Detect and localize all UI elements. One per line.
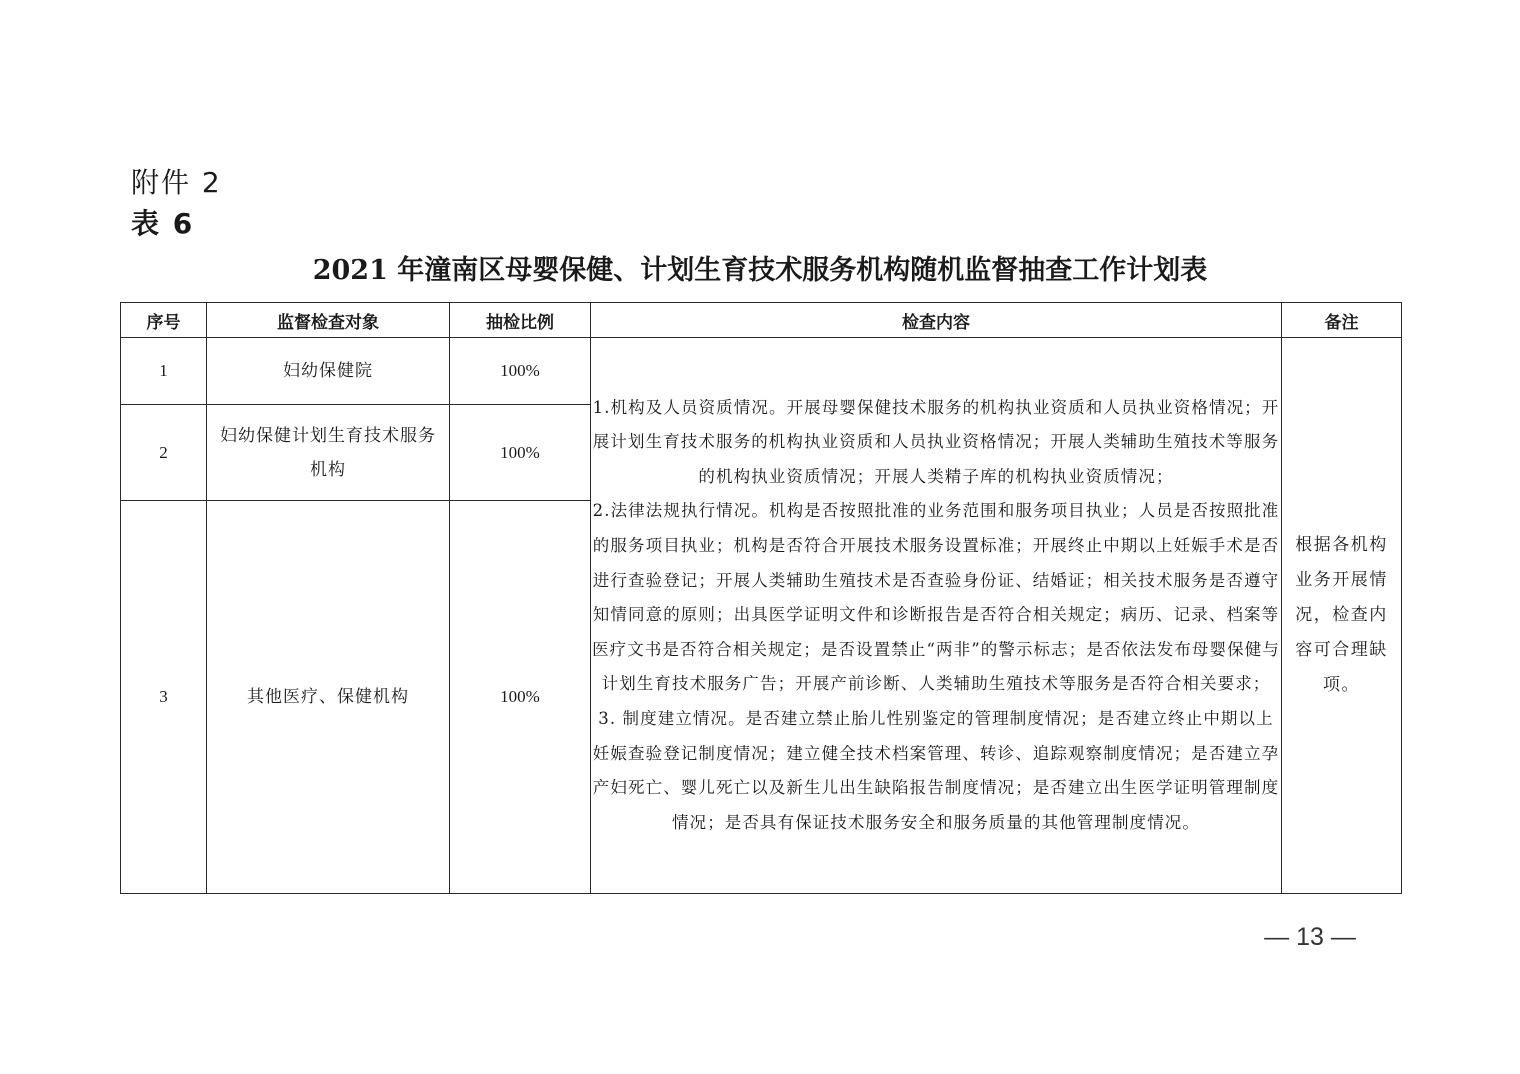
inspection-target-text: 其他医疗、保健机构 [247, 687, 409, 707]
table-row [121, 338, 1402, 405]
attachment-label: 附件 2 [131, 166, 222, 199]
column-header-number: 序号 [121, 303, 207, 338]
content-paragraph-2: 2.法律法规执行情况。机构是否按照批准的业务范围和服务项目执业；人员是否按照批准的服务项目执业；机构是否符合开展技术服务设置标准；开展终止中期以上妊娠手术是否进行查验登记；开展人类辅助生殖技术是否查验身份证、结婚证；相关技术服务是否遵守知情同意的原则；出具医学证明文件和诊断报告是否符合相关规定；病历、记录、档案等医疗文书是否符合相关规定；是否设置禁止“两非”的警示标志；是否依法发布母婴保健与计划生育技术服务广告；开展产前诊断、人类辅助生殖技术等服务是否符合相关要求； [592, 501, 1280, 694]
page-number: — 13 — [1264, 923, 1356, 951]
inspection-plan-table [120, 302, 1402, 894]
row-number: 2 [121, 405, 207, 501]
inspection-content [591, 338, 1282, 894]
inspection-target [207, 405, 450, 501]
row-number: 1 [121, 338, 207, 405]
remark-cell [1282, 338, 1402, 894]
column-header-ratio: 抽检比例 [450, 303, 591, 338]
table-header-row [121, 303, 1402, 338]
sampling-ratio: 100% [450, 338, 591, 405]
inspection-target-text: 妇幼保健计划生育技术服务机构 [220, 425, 436, 480]
inspection-target [207, 501, 450, 894]
column-header-target: 监督检查对象 [207, 303, 450, 338]
document-title: 2021 年潼南区母婴保健、计划生育技术服务机构随机监督抽查工作计划表 [312, 255, 1208, 286]
inspection-target [207, 338, 450, 405]
remark-text: 根据各机构业务开展情况，检查内容可合理缺项。 [1295, 535, 1388, 695]
sampling-ratio: 100% [450, 405, 591, 501]
column-header-content: 检查内容 [591, 303, 1282, 338]
column-header-remark: 备注 [1282, 303, 1402, 338]
table-number: 表 6 [131, 207, 195, 240]
content-paragraph-3: 3. 制度建立情况。是否建立禁止胎儿性别鉴定的管理制度情况；是否建立终止中期以上妊娠查验登记制度情况；建立健全技术档案管理、转诊、追踪观察制度情况；是否建立孕产妇死亡、婴儿死亡以及新生儿出生缺陷报告制度情况；是否建立出生医学证明管理制度情况；是否具有保证技术服务安全和服务质量的其他管理制度情况。 [592, 708, 1280, 832]
content-paragraph-1: 1.机构及人员资质情况。开展母婴保健技术服务的机构执业资质和人员执业资格情况；开展计划生育技术服务的机构执业资质和人员执业资格情况；开展人类辅助生殖技术等服务的机构执业资质情况；开展人类精子库的机构执业资质情况； [592, 397, 1280, 486]
inspection-target-text: 妇幼保健院 [283, 361, 373, 381]
sampling-ratio: 100% [450, 501, 591, 894]
row-number: 3 [121, 501, 207, 894]
